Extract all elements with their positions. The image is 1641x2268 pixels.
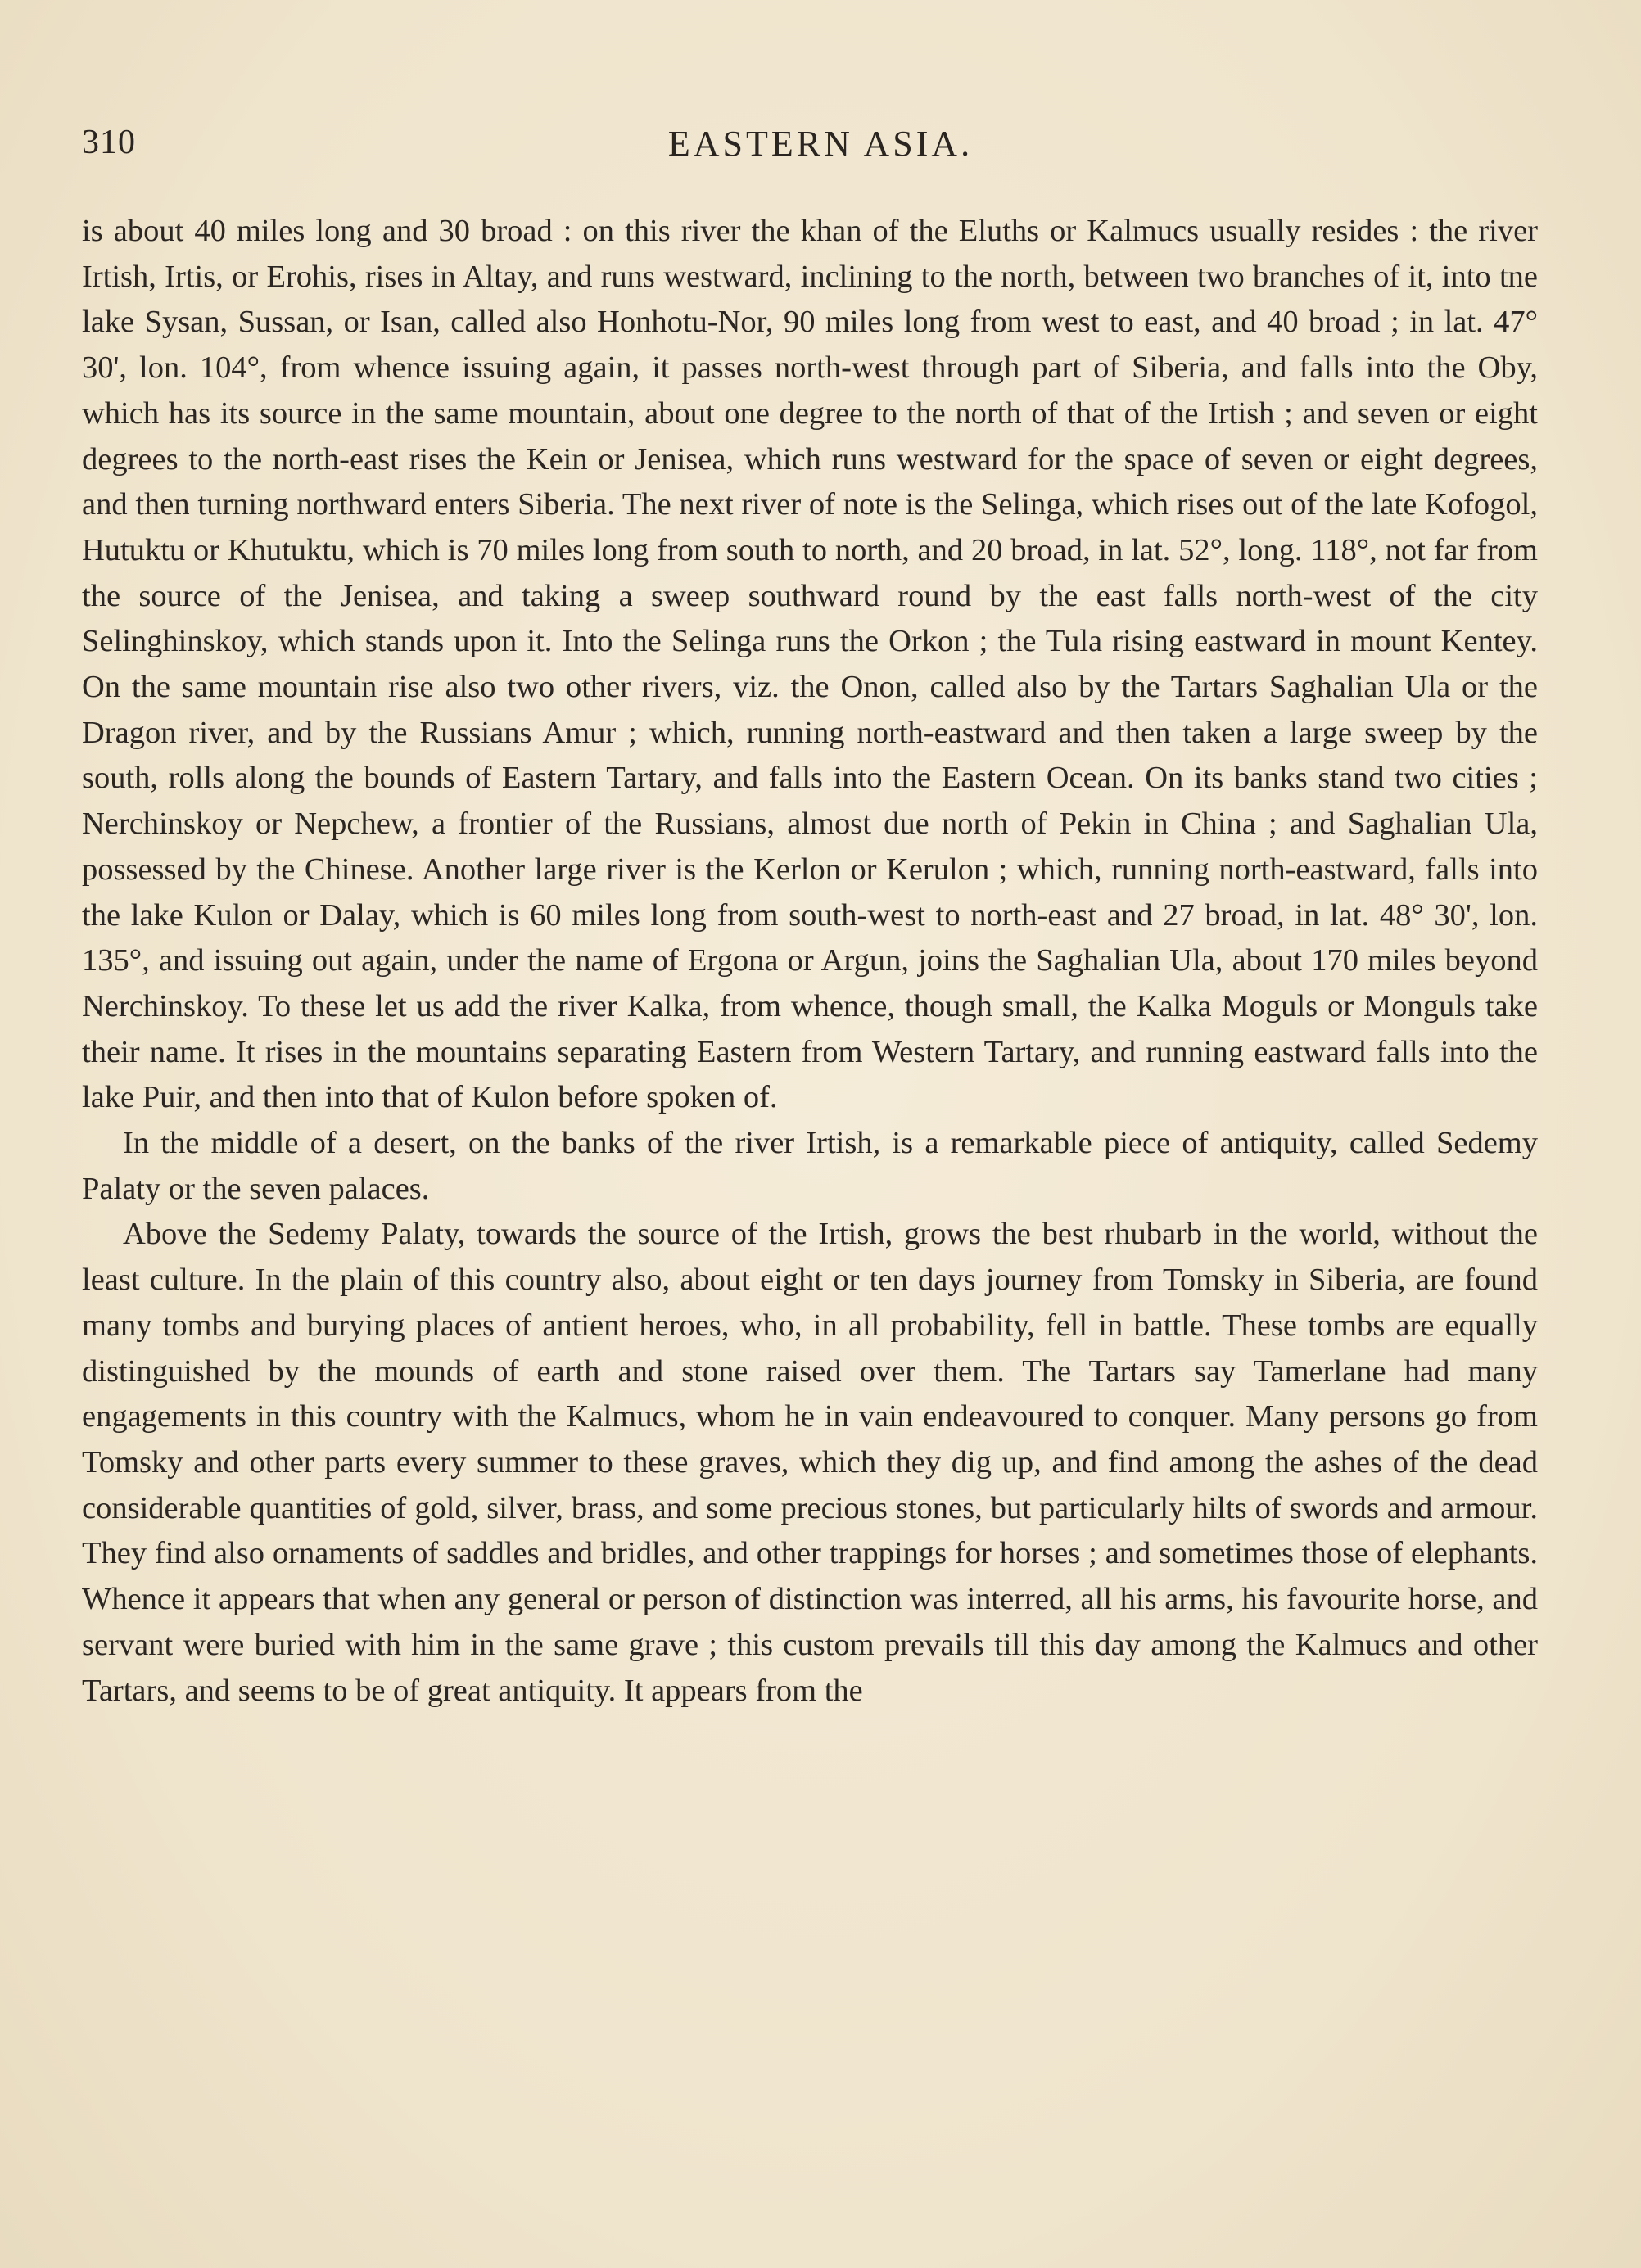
body-text [82, 209, 1538, 1714]
paragraph-sedemy-palaty: In the middle of a desert, on the banks of the river Irtish, is a remarkable piece of antiquity, called Sedemy Palaty or the seven palaces. [82, 1126, 1538, 1206]
paragraph-rhubarb-tombs: Above the Sedemy Palaty, towards the source of the Irtish, grows the best rhubarb in the world, without the least culture. In the plain of this country also, about eight or ten days journey from Tomsky in Siberia, are found many tombs and burying places of antient heroes, who, in all probability, fell in battle. These tombs are equally distinguished by the mounds of earth and stone raised over them. The Tartars say Tamerlane had many engagements in this country with the Kalmucs, whom he in vain endeavoured to conquer. Many persons go from Tomsky and other parts every summer to these graves, which they dig up, and find among the ashes of the dead considerable quantities of gold, silver, brass, and some precious stones, but particularly hilts of swords and armour. They find also ornaments of saddles and bridles, and other trappings for horses ; and sometimes those of elephants. Whence it appears that when any general or person of distinction was interred, all his arms, his favourite horse, and servant were buried with him in the same grave ; this custom prevails till this day among the Kalmucs and other Tartars, and seems to be of great antiquity. It appears from the [82, 1217, 1538, 1708]
running-head: EASTERN ASIA. [667, 124, 974, 164]
page-number: 310 [82, 124, 136, 161]
paragraph-rivers: is about 40 miles long and 30 broad : on this river the khan of the Eluths or Kalmucs usually resides : the river Irtish, Irtis, or Erohis, rises in Altay, and runs westward, inclining to the north, between two branches of it, into tne lake Sysan, Sussan, or Isan, called also Honhotu-Nor, 90 miles long from west to east, and 40 broad ; in lat. 47° 30', lon. 104°, from whence issuing again, it passes north-west through part of Siberia, and falls into the Oby, which has its source in the same mountain, about one degree to the north of that of the Irtish ; and seven or eight degrees to the north-east rises the Kein or Jenisea, which runs westward for the space of seven or eight degrees, and then turning northward enters Siberia. The next river of note is the Selinga, which rises out of the late Kofogol, Hutuktu or Khutuktu, which is 70 miles long from south to north, and 20 broad, in lat. 52°, long. 118°, not far from the source of the Jenisea, and taking a sweep southward round by the east falls north-west of the city Selinghinskoy, which stands upon it. Into the Selinga runs the Orkon ; the Tula rising eastward in mount Kentey. On the same mountain rise also two other rivers, viz. the Onon, called also by the Tartars Saghalian Ula or the Dragon river, and by the Russians Amur ; which, running north-eastward and then taken a large sweep by the south, rolls along the bounds of Eastern Tartary, and falls into the Eastern Ocean. On its banks stand two cities ; Nerchinskoy or Nepchew, a frontier of the Russians, almost due north of Pekin in China ; and Saghalian Ula, possessed by the Chinese. Another large river is the Kerlon or Kerulon ; which, running north-eastward, falls into the lake Kulon or Dalay, which is 60 miles long from south-west to north-east and 27 broad, in lat. 48° 30', lon. 135°, and issuing out again, under the name of Ergona or Argun, joins the Saghalian Ula, about 170 miles beyond Nerchinskoy. To these let us add the river Kalka, from whence, though small, the Kalka Moguls or Monguls take their name. It rises in the mountains separating Eastern from Western Tartary, and running eastward falls into the lake Puir, and then into that of Kulon before spoken of. [82, 214, 1538, 1115]
page-header [82, 123, 1559, 180]
